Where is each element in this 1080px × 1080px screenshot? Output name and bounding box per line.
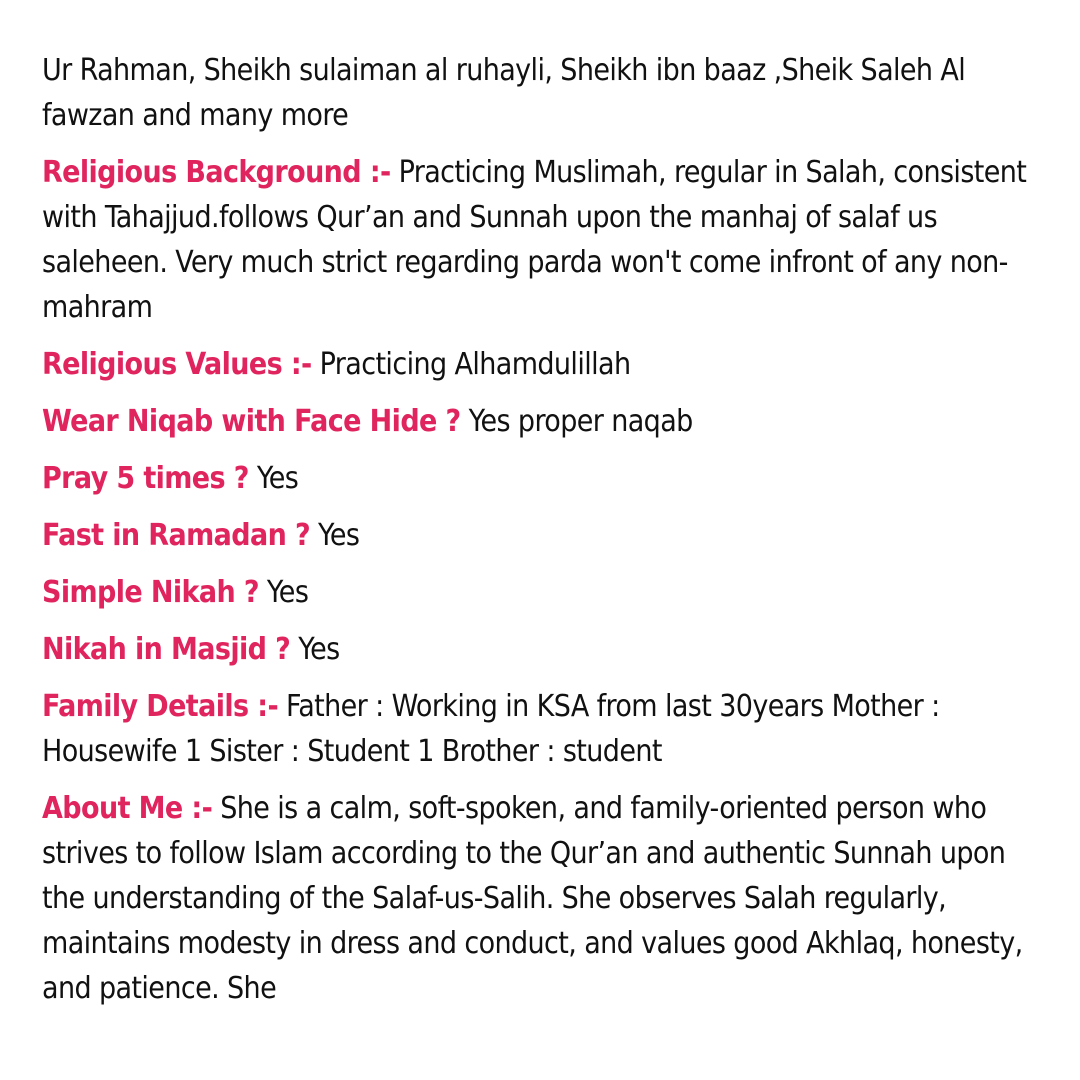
- nikah-masjid-value: Yes: [290, 632, 340, 667]
- religious-background-label: Religious Background :-: [42, 155, 391, 190]
- nikah-masjid-row: [42, 627, 1038, 672]
- pray-row: [42, 456, 1038, 501]
- about-me-value: She is a calm, soft-spoken, and family-oriented person who strives to follow Islam according to the Qur’an and authentic Sunnah upon the understanding of the Salaf-us-Salih. She observes Salah regularly, maintains modesty in dress and conduct, and values good Akhlaq, honesty, and patience. She: [42, 791, 1023, 1006]
- niqab-value: Yes proper naqab: [460, 404, 693, 439]
- religious-values-row: [42, 342, 1038, 387]
- fast-value: Yes: [310, 518, 360, 553]
- pray-label: Pray 5 times ?: [42, 461, 249, 496]
- religious-background-value: Practicing Muslimah, regular in Salah, consistent with Tahajjud.follows Qur’an and Sunnah upon the manhaj of salaf us saleheen. Very much strict regarding parda won't come infront of any non-mahram: [42, 155, 1027, 325]
- pray-value: Yes: [248, 461, 299, 496]
- fast-label: Fast in Ramadan ?: [42, 518, 311, 553]
- simple-nikah-label: Simple Nikah ?: [42, 575, 259, 610]
- religious-background-row: [42, 150, 1038, 330]
- religious-values-label: Religious Values :-: [42, 347, 312, 382]
- fast-row: [42, 513, 1038, 558]
- simple-nikah-value: Yes: [258, 575, 309, 610]
- niqab-label: Wear Niqab with Face Hide ?: [42, 404, 461, 439]
- about-me-label: About Me :-: [42, 791, 213, 826]
- family-details-label: Family Details :-: [42, 689, 279, 724]
- family-details-value: Father : Working in KSA from last 30years Mother : Housewife 1 Sister : Student 1 Brother : student: [42, 689, 940, 769]
- nikah-masjid-label: Nikah in Masjid ?: [42, 632, 291, 667]
- about-me-row: [42, 786, 1038, 1011]
- religious-values-value: Practicing Alhamdulillah: [311, 347, 631, 382]
- simple-nikah-row: [42, 570, 1038, 615]
- family-details-row: [42, 684, 1038, 774]
- intro-paragraph: Ur Rahman, Sheikh sulaiman al ruhayli, Sheikh ibn baaz ,Sheik Saleh Al fawzan and many more: [42, 53, 966, 133]
- niqab-row: [42, 399, 1038, 444]
